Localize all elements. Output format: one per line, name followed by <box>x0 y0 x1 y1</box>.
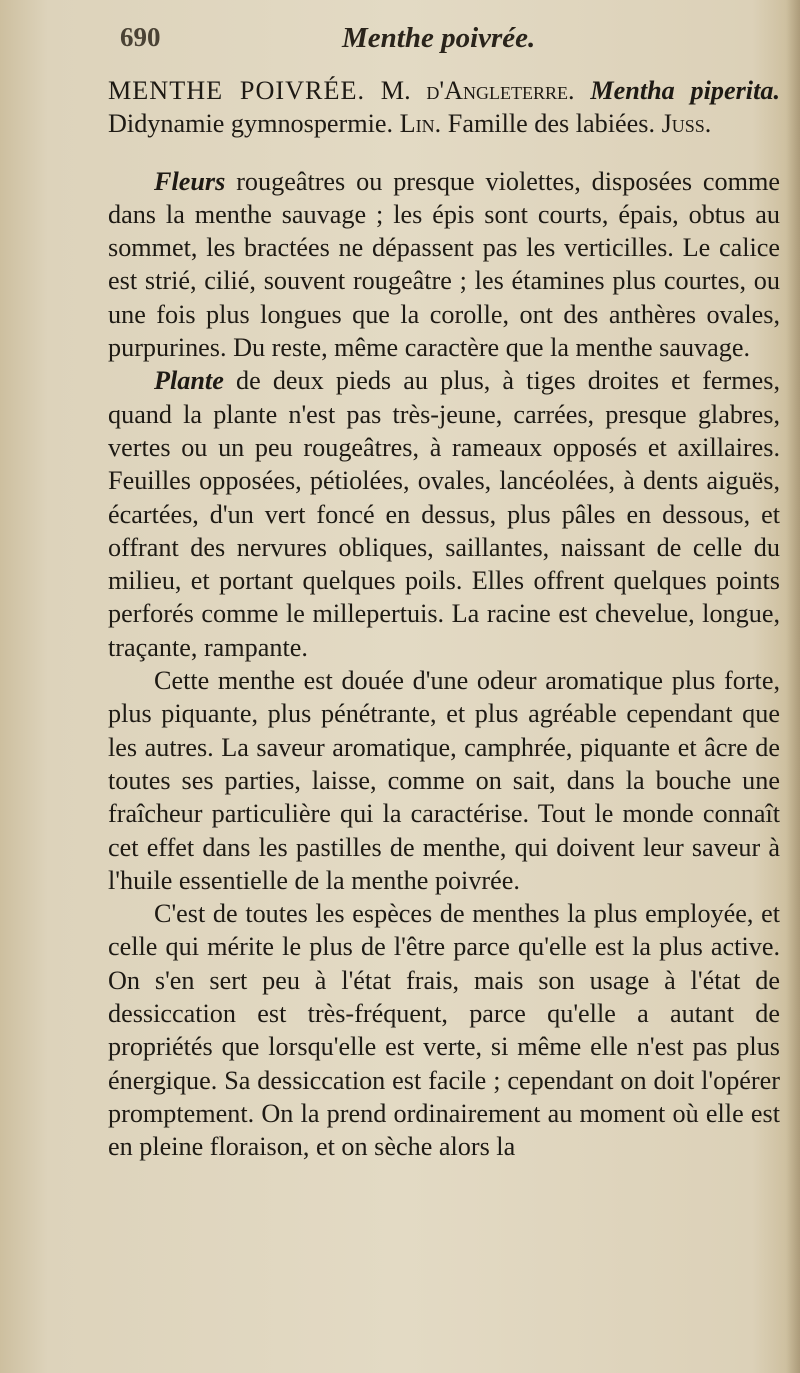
page-number: 690 <box>120 22 161 52</box>
page-header <box>120 22 760 62</box>
paragraph-odor: Cette menthe est douée d'une odeur aromatique plus forte, plus piquante, plus pénétrante, et plus agréable cependant que les autres. La saveur aromatique, camphrée, piquante et âcre de toutes ses parties, laisse, comme on sait, dans la bouche une fraîcheur particulière qui la caractérise. Tout le monde connaît cet effet dans les pastilles de menthe, qui doivent leur saveur à l'huile essentielle de la menthe poivrée. <box>108 666 780 895</box>
paragraph-flowers-lead: Fleurs <box>154 166 226 196</box>
entry-heading <box>108 74 780 141</box>
paragraph-plant <box>108 364 780 664</box>
paragraph-plant-lead: Plante <box>154 366 224 396</box>
family: Famille des labiées. <box>447 109 656 139</box>
classification: Didynamie gymnospermie. <box>108 109 394 139</box>
paragraph-flowers-text: rougeâtres ou presque violettes, disposées comme dans la menthe sauvage ; les épis sont courts, épais, obtus au sommet, les bractées ne dépassent pas les verticilles. Le calice est strié, cilié, souvent rougeâtre ; les étamines plus courtes, ou une fois plus longues que la corolle, ont des anthères ovales, purpurines. Du reste, même caractère que la menthe sauvage. <box>108 166 780 363</box>
jussieu-abbrev: Juss. <box>661 109 712 139</box>
paragraph-usage: C'est de toutes les espèces de menthes la plus employée, et celle qui mérite le plus de l'être parce qu'elle est la plus active. On s'en sert peu à l'état frais, mais son usage à l'état de dessiccation est très-fréquent, parce qu'elle a autant de propriétés que lorsqu'elle est verte, si même elle n'est pas plus énergique. Sa dessiccation est facile ; cependant on doit l'opérer promptement. On la prend ordinairement au moment où elle est en pleine floraison, et on sèche alors la <box>108 899 780 1162</box>
entry-author: M. d'Angleterre. <box>380 76 575 105</box>
running-head: Menthe poivrée. <box>342 22 536 54</box>
paragraph-plant-text: de deux pieds au plus, à tiges droites et fermes, quand la plante n'est pas très-jeune, carrées, presque glabres, vertes ou un peu rougeâtres, à rameaux opposés et axillaires. Feuilles opposées, pétiolées, ovales, lancéolées, à dents aiguës, écartées, d'un vert foncé en dessus, plus pâles en dessous, et offrant des nervures obliques, saillantes, naissant de celle du milieu, et portant quelques poils. Elles offrent quelques points perforés comme le millepertuis. La racine est chevelue, longue, traçante, rampante. <box>108 366 780 662</box>
latin-name: Mentha piperita. <box>590 76 780 105</box>
page-edge-shadow <box>786 0 800 1373</box>
main-text <box>108 74 780 1164</box>
entry-title: MENTHE POIVRÉE. <box>108 76 365 105</box>
linnaeus-abbrev: Lin. <box>399 109 442 139</box>
paragraph-flowers <box>108 165 780 365</box>
